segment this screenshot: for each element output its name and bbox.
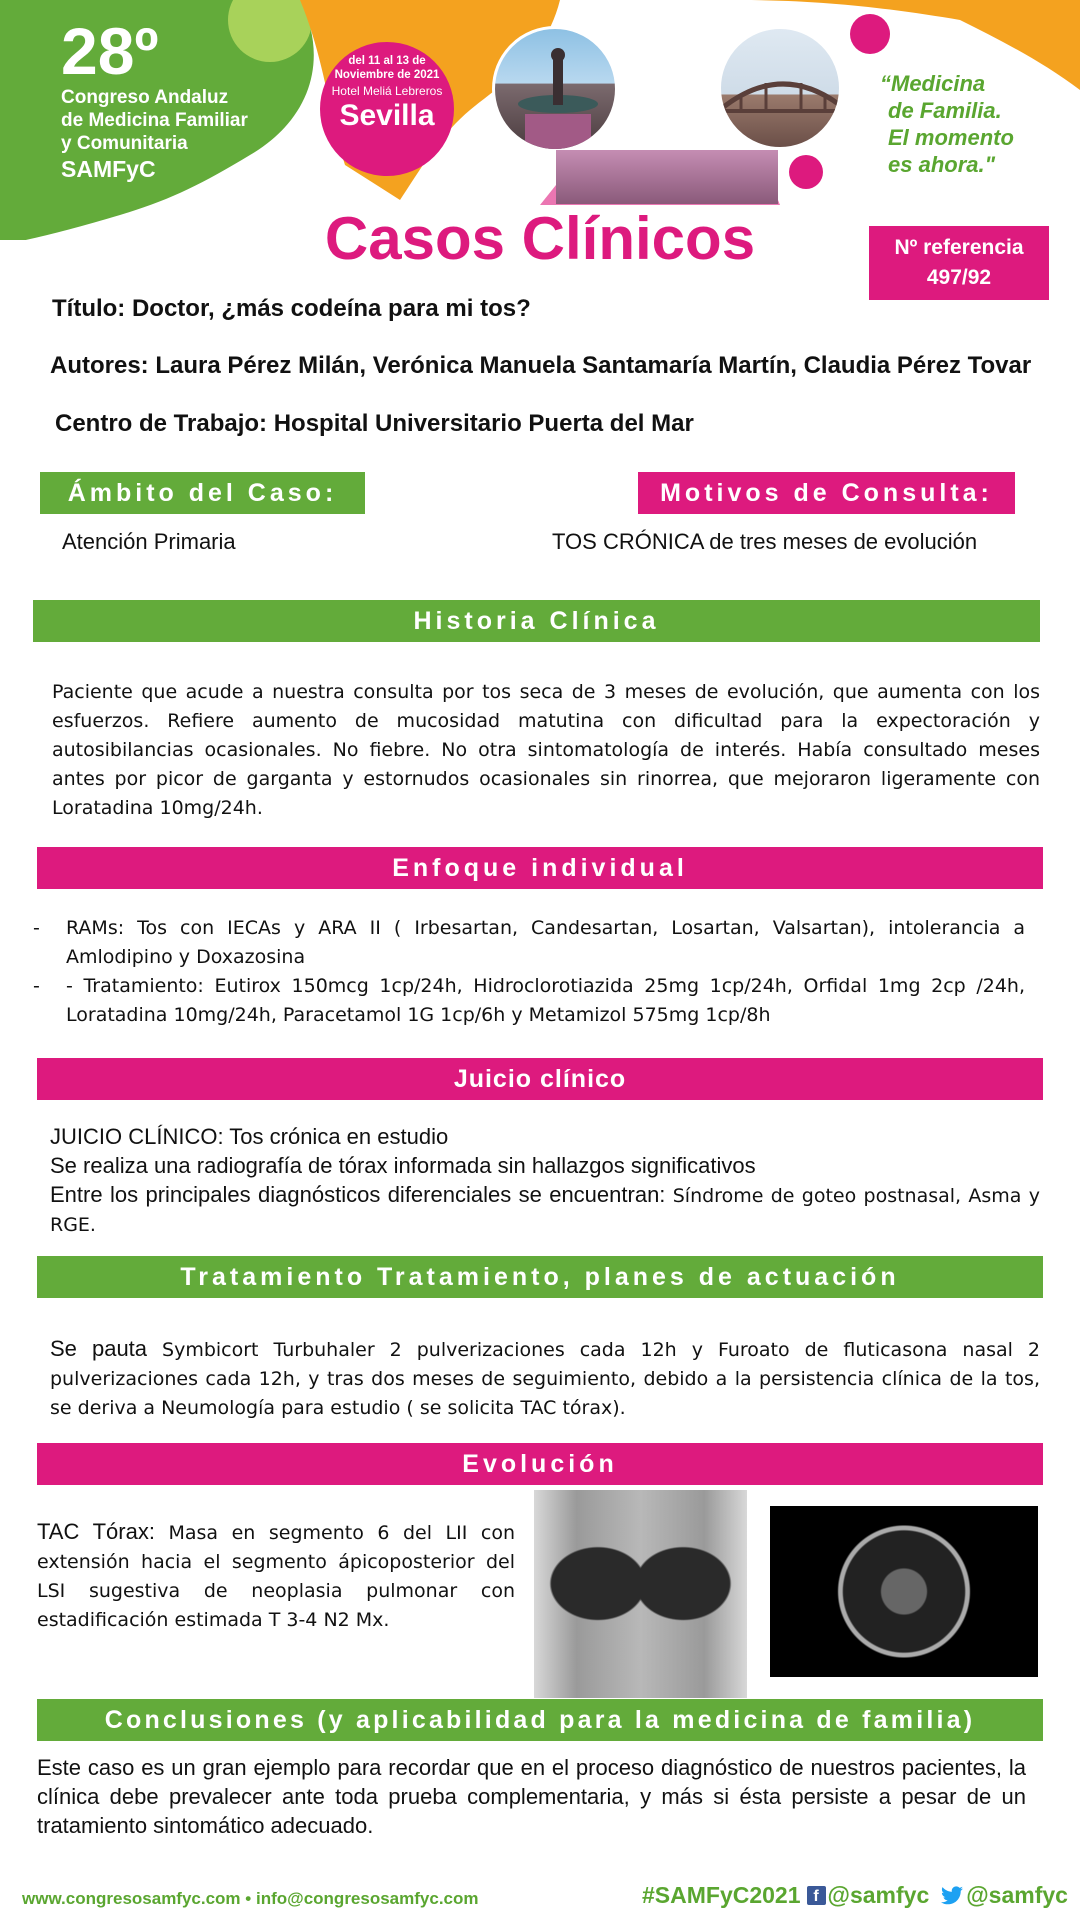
page-title: Casos Clínicos [324, 205, 756, 272]
case-title: Título: Doctor, ¿más codeína para mi tos? [52, 295, 531, 322]
juicio-text [50, 1122, 1040, 1240]
congress-logo [61, 14, 248, 183]
congress-name: Congreso Andaluz de Medicina Familiar y Comunitaria SAMFyC [61, 87, 248, 182]
footer-social [642, 1882, 1068, 1909]
footer-contact [22, 1889, 479, 1909]
photo-monument [492, 26, 618, 152]
hashtag: #SAMFyC2021 [642, 1882, 801, 1908]
enfoque-list [33, 914, 1025, 1030]
ambito-value: Atención Primaria [62, 529, 236, 554]
historia-header: Historia Clínica [33, 600, 1040, 642]
evolucion-text: TAC Tórax: Masa en segmento 6 del LII con extensión hacia el segmento ápicoposterior del LSI sugestiva de neoplasia pulmonar con estadificación estimada T 3-4 N2 Mx. [37, 1519, 515, 1631]
facebook-handle[interactable]: @samfyc [827, 1882, 930, 1908]
juicio-line-3: Entre los principales diagnósticos diferenciales se encuentran: Síndrome de goteo postnasal, Asma y RGE. [50, 1182, 1041, 1236]
photo-strip [556, 150, 778, 204]
list-item: - - Tratamiento: Eutirox 150mcg 1cp/24h, Hidroclorotiazida 25mg 1cp/24h, Orfidal 1mg 2cp /24h, Loratadina 10mg/24h, Paracetamol 1G 1cp/6h y Metamizol 575mg 1cp/8h [33, 972, 1025, 1030]
motivos-value: TOS CRÓNICA de tres meses de evolución [552, 529, 978, 554]
statue-icon [495, 29, 618, 152]
motivos-label: Motivos de Consulta: [638, 472, 1015, 514]
evolucion-header: Evolución [37, 1443, 1043, 1485]
twitter-handle[interactable]: @samfyc [966, 1882, 1068, 1908]
authors: Autores: Laura Pérez Milán, Verónica Manuela Santamaría Martín, Claudia Pérez Tovar [50, 352, 1032, 379]
ambito-label: Ámbito del Caso: [40, 472, 365, 514]
reference-box: Nº referencia 497/92 [869, 226, 1049, 300]
workplace: Centro de Trabajo: Hospital Universitario Puerta del Mar [55, 410, 694, 437]
email-link[interactable]: info@congresosamfyc.com [255, 1889, 479, 1908]
conclusiones-header: Conclusiones (y aplicabilidad para la medicina de familia) [37, 1699, 1043, 1741]
chest-xray-image [534, 1490, 747, 1698]
list-item: - RAMs: Tos con IECAs y ARA II ( Irbesartan, Candesartan, Losartan, Valsartan), intolerancia a Amlodipino y Doxazosina [33, 914, 1025, 972]
tratamiento-header: Tratamiento Tratamiento, planes de actuación [37, 1256, 1043, 1298]
ct-scan-image [770, 1506, 1038, 1677]
juicio-line-2: Se realiza una radiografía de tórax informada sin hallazgos significativos [50, 1153, 756, 1178]
juicio-header: Juicio clínico [37, 1058, 1043, 1100]
conclusiones-text: Este caso es un gran ejemplo para recordar que en el proceso diagnóstico de nuestros pacientes, la clínica debe prevalecer ante toda prueba complementaria, y más si ésta persiste a pesar de un tratamiento sintomático adecuado. [37, 1755, 1026, 1838]
facebook-icon: f [807, 1886, 826, 1905]
congress-edition: 28º [61, 14, 159, 88]
juicio-line-1: JUICIO CLÍNICO: Tos crónica en estudio [50, 1124, 449, 1149]
website-link[interactable]: www.congresosamfyc.com [22, 1889, 241, 1908]
slogan: “Medicina de Familia. El momento es ahora." [880, 71, 1014, 177]
date-badge: del 11 al 13 de Noviembre de 2021 Hotel Meliá Lebreros Sevilla [320, 42, 454, 176]
tratamiento-text: Se pauta Symbicort Turbuhaler 2 pulverizaciones cada 12h y Furoato de fluticasona nasal 2 pulverizaciones cada 12h, y tras dos meses de seguimiento, debido a la persistencia clínica de la tos, se deriva a Neumología para estudio ( se solicita TAC tórax). [50, 1336, 1040, 1419]
enfoque-header: Enfoque individual [37, 847, 1043, 889]
footer-separator: • [245, 1889, 252, 1908]
photo-bridge [718, 26, 842, 150]
historia-text: Paciente que acude a nuestra consulta por tos seca de 3 meses de evolución, que aumenta con los esfuerzos. Refiere aumento de mucosidad matutina con dificultad para la expectoración y autosibilancias ocasionales. No fiebre. No otra sintomatología de interés. Había consultado meses antes por picor de garganta y estornudos ocasionales sin rinorrea, que mejoraron ligeramente con Loratadina 10mg/24h. [52, 681, 1040, 819]
twitter-icon [941, 1886, 963, 1905]
